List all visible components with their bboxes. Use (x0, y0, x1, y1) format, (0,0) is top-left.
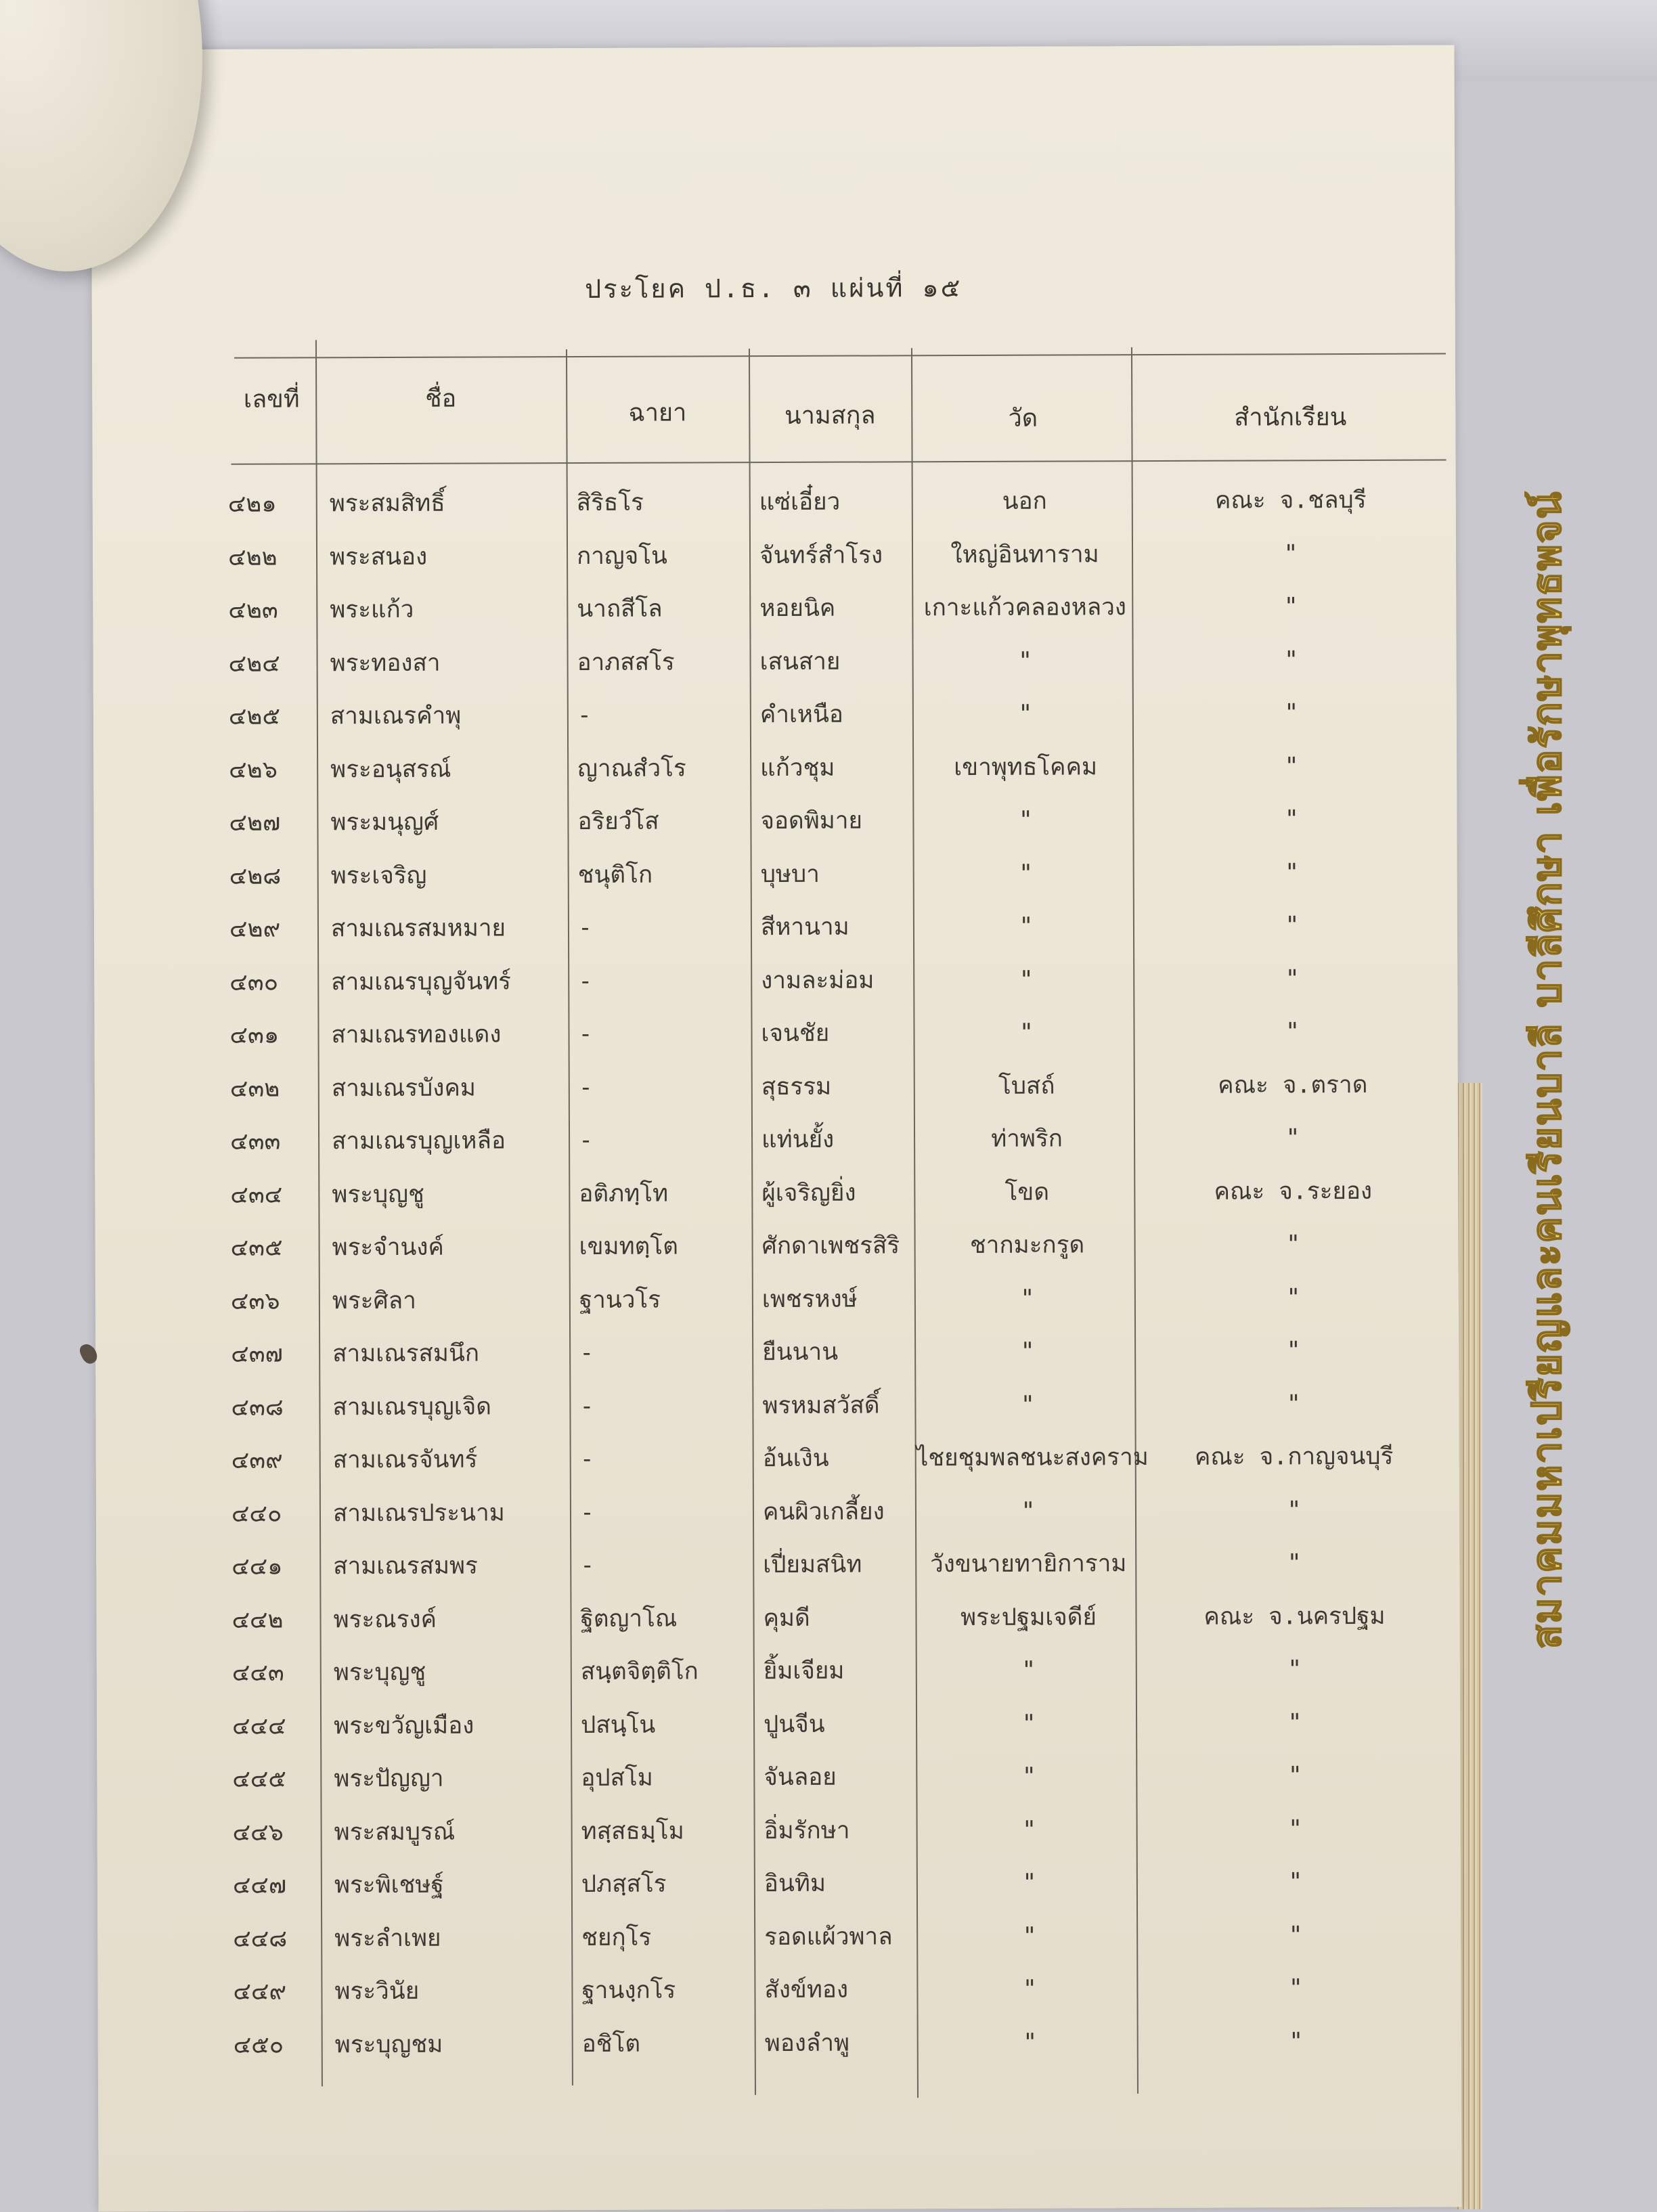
cell-school: " (1288, 1974, 1304, 2002)
cell-surname: จันทร์สำโรง (759, 541, 883, 569)
cell-temple: " (1022, 1922, 1037, 1950)
cell-surname: ผู้เจริญยิ่ง (761, 1179, 856, 1207)
cell-name: สามเณรจันทร์ (332, 1446, 478, 1474)
cell-surname: เปี่ยมสนิท (763, 1551, 862, 1579)
cell-temple: " (1021, 1710, 1036, 1738)
cell-school: " (1289, 2027, 1304, 2055)
column-header-number: เลขที่ (243, 385, 300, 414)
cell-name: พระแก้ว (330, 596, 414, 624)
cell-monastic-name: ปสนฺโน (581, 1711, 656, 1739)
cell-surname: อิ่มรักษา (764, 1817, 850, 1844)
header-bottom-rule (231, 460, 1446, 465)
cell-number: ๔๓๗ (231, 1340, 283, 1368)
cell-school: " (1286, 1390, 1302, 1417)
cell-school: คณะ จ.ชลบุรี (1214, 486, 1367, 514)
cell-number: ๔๒๙ (229, 915, 281, 943)
cell-name: พระศิลา (332, 1287, 416, 1314)
cell-name: สามเณรบุญจันทร์ (331, 967, 511, 996)
cell-temple: " (1020, 1337, 1035, 1365)
cell-school: " (1284, 699, 1299, 727)
cell-temple: ใหญ่อินทาราม (950, 540, 1099, 569)
cell-temple: " (1020, 1285, 1035, 1312)
cell-temple: " (1021, 1656, 1036, 1684)
cell-name: สามเณรบุญเจิด (332, 1392, 492, 1421)
cell-name: พระจำนงค์ (332, 1233, 444, 1262)
cell-number: ๔๓๐ (229, 969, 279, 996)
cell-name: พระสมสิทธิ์ (329, 489, 445, 518)
cell-monastic-name: อริยวํโส (577, 808, 659, 836)
cell-monastic-name: อาภสสโร (577, 648, 675, 676)
cell-surname: สังข์ทอง (764, 1976, 849, 2004)
cell-school: " (1288, 1921, 1303, 1949)
cell-monastic-name: ชนุติโก (577, 861, 653, 889)
cell-temple: วังขนายทายิการาม (929, 1550, 1127, 1578)
cell-monastic-name: ชยกุโร (581, 1924, 652, 1951)
cell-temple: นอก (1002, 487, 1047, 515)
cell-monastic-name: - (580, 1551, 595, 1580)
cell-school: " (1287, 1496, 1302, 1524)
cell-school: " (1288, 1815, 1303, 1842)
cell-school: " (1284, 752, 1299, 780)
cell-number: ๔๓๔ (230, 1181, 283, 1209)
cell-number: ๔๒๗ (229, 809, 281, 837)
cell-school: " (1285, 965, 1300, 992)
cell-surname: ปูนจีน (764, 1710, 825, 1738)
cell-name: สามเณรบุญเหลือ (331, 1127, 506, 1155)
cell-surname: สุธรรม (761, 1073, 832, 1101)
cell-surname: คุมดี (763, 1604, 810, 1632)
cell-name: สามเณรสมนึก (332, 1340, 480, 1368)
cell-monastic-name: ญาณสํวโร (577, 754, 686, 782)
cell-surname: แท่นยั้ง (761, 1126, 835, 1154)
cell-school: " (1287, 1549, 1302, 1577)
cell-monastic-name: ปภสฺสโร (581, 1870, 667, 1899)
cell-temple: " (1019, 860, 1034, 887)
cell-number: ๔๒๒ (227, 544, 278, 571)
cell-monastic-name: อติภทฺโท (579, 1180, 669, 1208)
cell-surname: อินทิม (764, 1870, 826, 1898)
cell-school: " (1285, 1124, 1300, 1152)
cell-number: ๔๔๐ (231, 1500, 282, 1528)
cell-surname: พองลำพู (764, 2029, 850, 2057)
cell-temple: " (1019, 966, 1034, 994)
column-header-school: สำนักเรียน (1234, 403, 1347, 432)
cell-school: คณะ จ.นครปฐม (1203, 1602, 1386, 1631)
cell-name: พระลำเพย (334, 1924, 441, 1952)
cell-number: ๔๔๘ (233, 1925, 288, 1953)
cell-name: พระทองสา (330, 649, 441, 677)
cell-number: ๔๒๘ (229, 862, 282, 890)
cell-temple: ชากมะกรูด (969, 1231, 1085, 1260)
cell-temple: " (1019, 1019, 1034, 1046)
cell-school: " (1287, 1656, 1302, 1683)
cell-monastic-name: อุปสโม (581, 1764, 653, 1792)
cell-surname: คนผิวเกลี้ยง (762, 1497, 885, 1526)
cell-school: คณะ จ.กาญจนบุรี (1194, 1442, 1394, 1471)
cell-name: พระบุญชม (334, 2031, 443, 2058)
cell-number: ๔๔๗ (232, 1872, 287, 1899)
cell-school: คณะ จ.ระยอง (1214, 1177, 1373, 1205)
watermark (1489, 447, 1604, 1692)
cell-number: ๔๓๕ (230, 1234, 283, 1262)
cell-number: ๔๔๕ (232, 1765, 286, 1793)
cell-name: พระสนอง (329, 543, 428, 571)
cell-monastic-name: - (578, 1020, 593, 1048)
cell-name: พระอนุสรณ์ (330, 755, 451, 783)
cell-school: " (1286, 1283, 1301, 1311)
cell-school: " (1284, 805, 1300, 833)
document-page (91, 45, 1461, 2211)
cell-school: " (1285, 858, 1300, 886)
cell-temple: " (1022, 1975, 1038, 2003)
cell-name: พระขวัญเมือง (334, 1712, 474, 1740)
cell-temple: ท่าพริก (991, 1125, 1063, 1153)
cell-temple: เขาพุทธโคคม (954, 753, 1098, 781)
cell-number: ๔๔๒ (231, 1606, 284, 1634)
cell-number: ๔๓๓ (229, 1128, 281, 1155)
cell-monastic-name: ฐิตญาโณ (580, 1605, 678, 1633)
cell-monastic-name: - (578, 967, 593, 995)
cell-name: สามเณรคำพุ (330, 702, 462, 730)
cell-surname: ยืนนาน (762, 1338, 839, 1367)
cell-number: ๔๓๒ (229, 1075, 280, 1103)
cell-monastic-name: - (579, 1445, 594, 1474)
cell-temple: " (1023, 2029, 1038, 2056)
cell-name: พระเจริญ (330, 862, 427, 889)
cell-school: " (1283, 593, 1298, 621)
cell-surname: พรหมสวัสดิ์ (762, 1391, 880, 1419)
cell-surname: แก้วชุม (760, 754, 835, 782)
cell-school: " (1283, 539, 1298, 567)
cell-temple: " (1022, 1816, 1037, 1844)
cell-surname: เจนชัย (761, 1019, 830, 1048)
cell-school: " (1286, 1337, 1301, 1365)
cell-number: ๔๔๓ (231, 1659, 284, 1687)
cell-name: พระมนุญศ์ (330, 808, 439, 837)
cell-temple: " (1021, 1497, 1036, 1525)
cell-surname: ยิ้มเจียม (763, 1657, 845, 1685)
cell-number: ๔๒๑ (227, 490, 277, 518)
cell-temple: โขด (1004, 1178, 1050, 1206)
cell-monastic-name: ฐานงฺกโร (581, 1976, 676, 2005)
cell-surname: จอดพิมาย (760, 807, 863, 835)
cell-temple: " (1018, 700, 1033, 728)
cell-school: " (1285, 1018, 1300, 1046)
cell-temple: " (1018, 806, 1034, 834)
cell-monastic-name: - (579, 1499, 595, 1526)
cell-number: ๔๓๖ (230, 1287, 280, 1315)
cell-monastic-name: เขมทตฺโต (579, 1233, 678, 1261)
cell-temple: พระปฐมเจดีย์ (960, 1603, 1097, 1631)
cell-monastic-name: - (578, 1126, 594, 1155)
cell-monastic-name: อชิโต (581, 2030, 641, 2058)
cell-school: " (1283, 646, 1299, 673)
cell-number: ๔๔๑ (231, 1553, 283, 1580)
cell-name: พระณรงค์ (333, 1606, 437, 1633)
cell-surname: คำเหนือ (759, 701, 843, 729)
cell-name: สามเณรสมหมาย (330, 914, 506, 943)
cell-school: คณะ จ.ตราด (1218, 1071, 1368, 1099)
header-top-rule (234, 353, 1446, 359)
cell-monastic-name: ทสฺสธมฺโม (581, 1817, 684, 1845)
cell-number: ๔๒๕ (228, 703, 281, 730)
cell-surname: หอยนิค (759, 594, 836, 623)
page-title: ประโยค ป.ธ. ๓ แผ่นที่ ๑๕ (584, 273, 963, 304)
column-header-surname: นามสกุล (785, 401, 876, 430)
cell-number: ๔๔๖ (232, 1819, 284, 1846)
cell-school: " (1285, 912, 1300, 939)
cell-surname: สีหานาม (760, 913, 849, 942)
cell-surname: งามละม่อม (761, 966, 875, 994)
cell-monastic-name: กาญจโน (576, 542, 668, 570)
cell-monastic-name: - (579, 1339, 594, 1367)
cell-name: พระสมบูรณ์ (334, 1818, 456, 1846)
cell-monastic-name: ฐานวโร (579, 1286, 661, 1314)
cell-monastic-name: สิริธโร (576, 489, 644, 517)
cell-number: ๔๒๖ (229, 756, 278, 784)
cell-surname: รอดแผ้วพาล (764, 1922, 893, 1951)
cell-surname: อ้นเงิน (762, 1444, 829, 1473)
cell-surname: เสนสาย (759, 648, 841, 676)
cell-temple: โบสถ์ (998, 1072, 1055, 1100)
cell-temple: " (1022, 1869, 1037, 1897)
cell-monastic-name: - (577, 914, 593, 942)
cell-name: พระพิเชษฐ์ (334, 1871, 444, 1899)
cell-monastic-name: นาถสีโล (577, 595, 663, 623)
cell-surname: แซ่เอี๋ยว (759, 488, 841, 516)
cell-name: สามเณรทองแดง (331, 1021, 502, 1049)
cell-name: พระปัญญา (334, 1765, 444, 1793)
cell-number: ๔๕๐ (233, 2031, 284, 2059)
cell-name: พระบุญชู (333, 1658, 426, 1687)
cell-number: ๔๓๘ (231, 1394, 284, 1421)
cell-surname: บุษบา (760, 860, 820, 888)
cell-monastic-name: - (579, 1392, 594, 1420)
cell-monastic-name: - (577, 701, 592, 730)
cell-temple: เกาะแก้วคลองหลวง (923, 594, 1127, 622)
cell-surname: จันลอย (764, 1763, 837, 1792)
cell-number: ๔๔๙ (233, 1978, 287, 2006)
cell-name: สามเณรสมพร (333, 1552, 478, 1580)
cell-name: สามเณรประนาม (332, 1499, 505, 1527)
cell-number: ๔๒๓ (228, 596, 278, 624)
cell-school: " (1287, 1708, 1302, 1736)
cell-school: " (1288, 1868, 1303, 1896)
cell-monastic-name: - (578, 1074, 593, 1101)
column-header-name: ชื่อ (425, 384, 457, 413)
cell-monastic-name: สนฺตจิตฺติโก (580, 1658, 699, 1686)
cell-name: พระบุญชู (332, 1180, 424, 1208)
cell-number: ๔๓๑ (229, 1021, 280, 1049)
cell-surname: เพชรหงษ์ (761, 1285, 858, 1313)
cell-surname: ศักดาเพชรสิริ (761, 1232, 900, 1260)
cell-name: พระวินัย (334, 1977, 420, 2006)
cell-number: ๔๒๔ (228, 650, 280, 678)
cell-temple: " (1021, 1763, 1036, 1790)
cell-temple: " (1020, 1391, 1036, 1419)
cell-number: ๔๓๙ (231, 1446, 283, 1474)
cell-name: สามเณรบังคม (331, 1074, 476, 1102)
cell-temple: " (1019, 912, 1034, 940)
column-header-temple: วัด (1008, 404, 1038, 433)
cell-school: " (1287, 1762, 1302, 1790)
cell-number: ๔๔๔ (232, 1712, 286, 1740)
cell-temple: " (1017, 647, 1033, 675)
cell-temple: ไชยชุมพลชนะสงคราม (916, 1444, 1149, 1472)
column-header-monastic-name: ฉายา (628, 399, 687, 427)
cell-school: " (1285, 1231, 1301, 1258)
watermark-text: สมาคมมหาเปรียญและคนเรียนบาลี บาลีศึกษา เพื่อรักษาพุทธพจน์ (1524, 490, 1570, 1649)
